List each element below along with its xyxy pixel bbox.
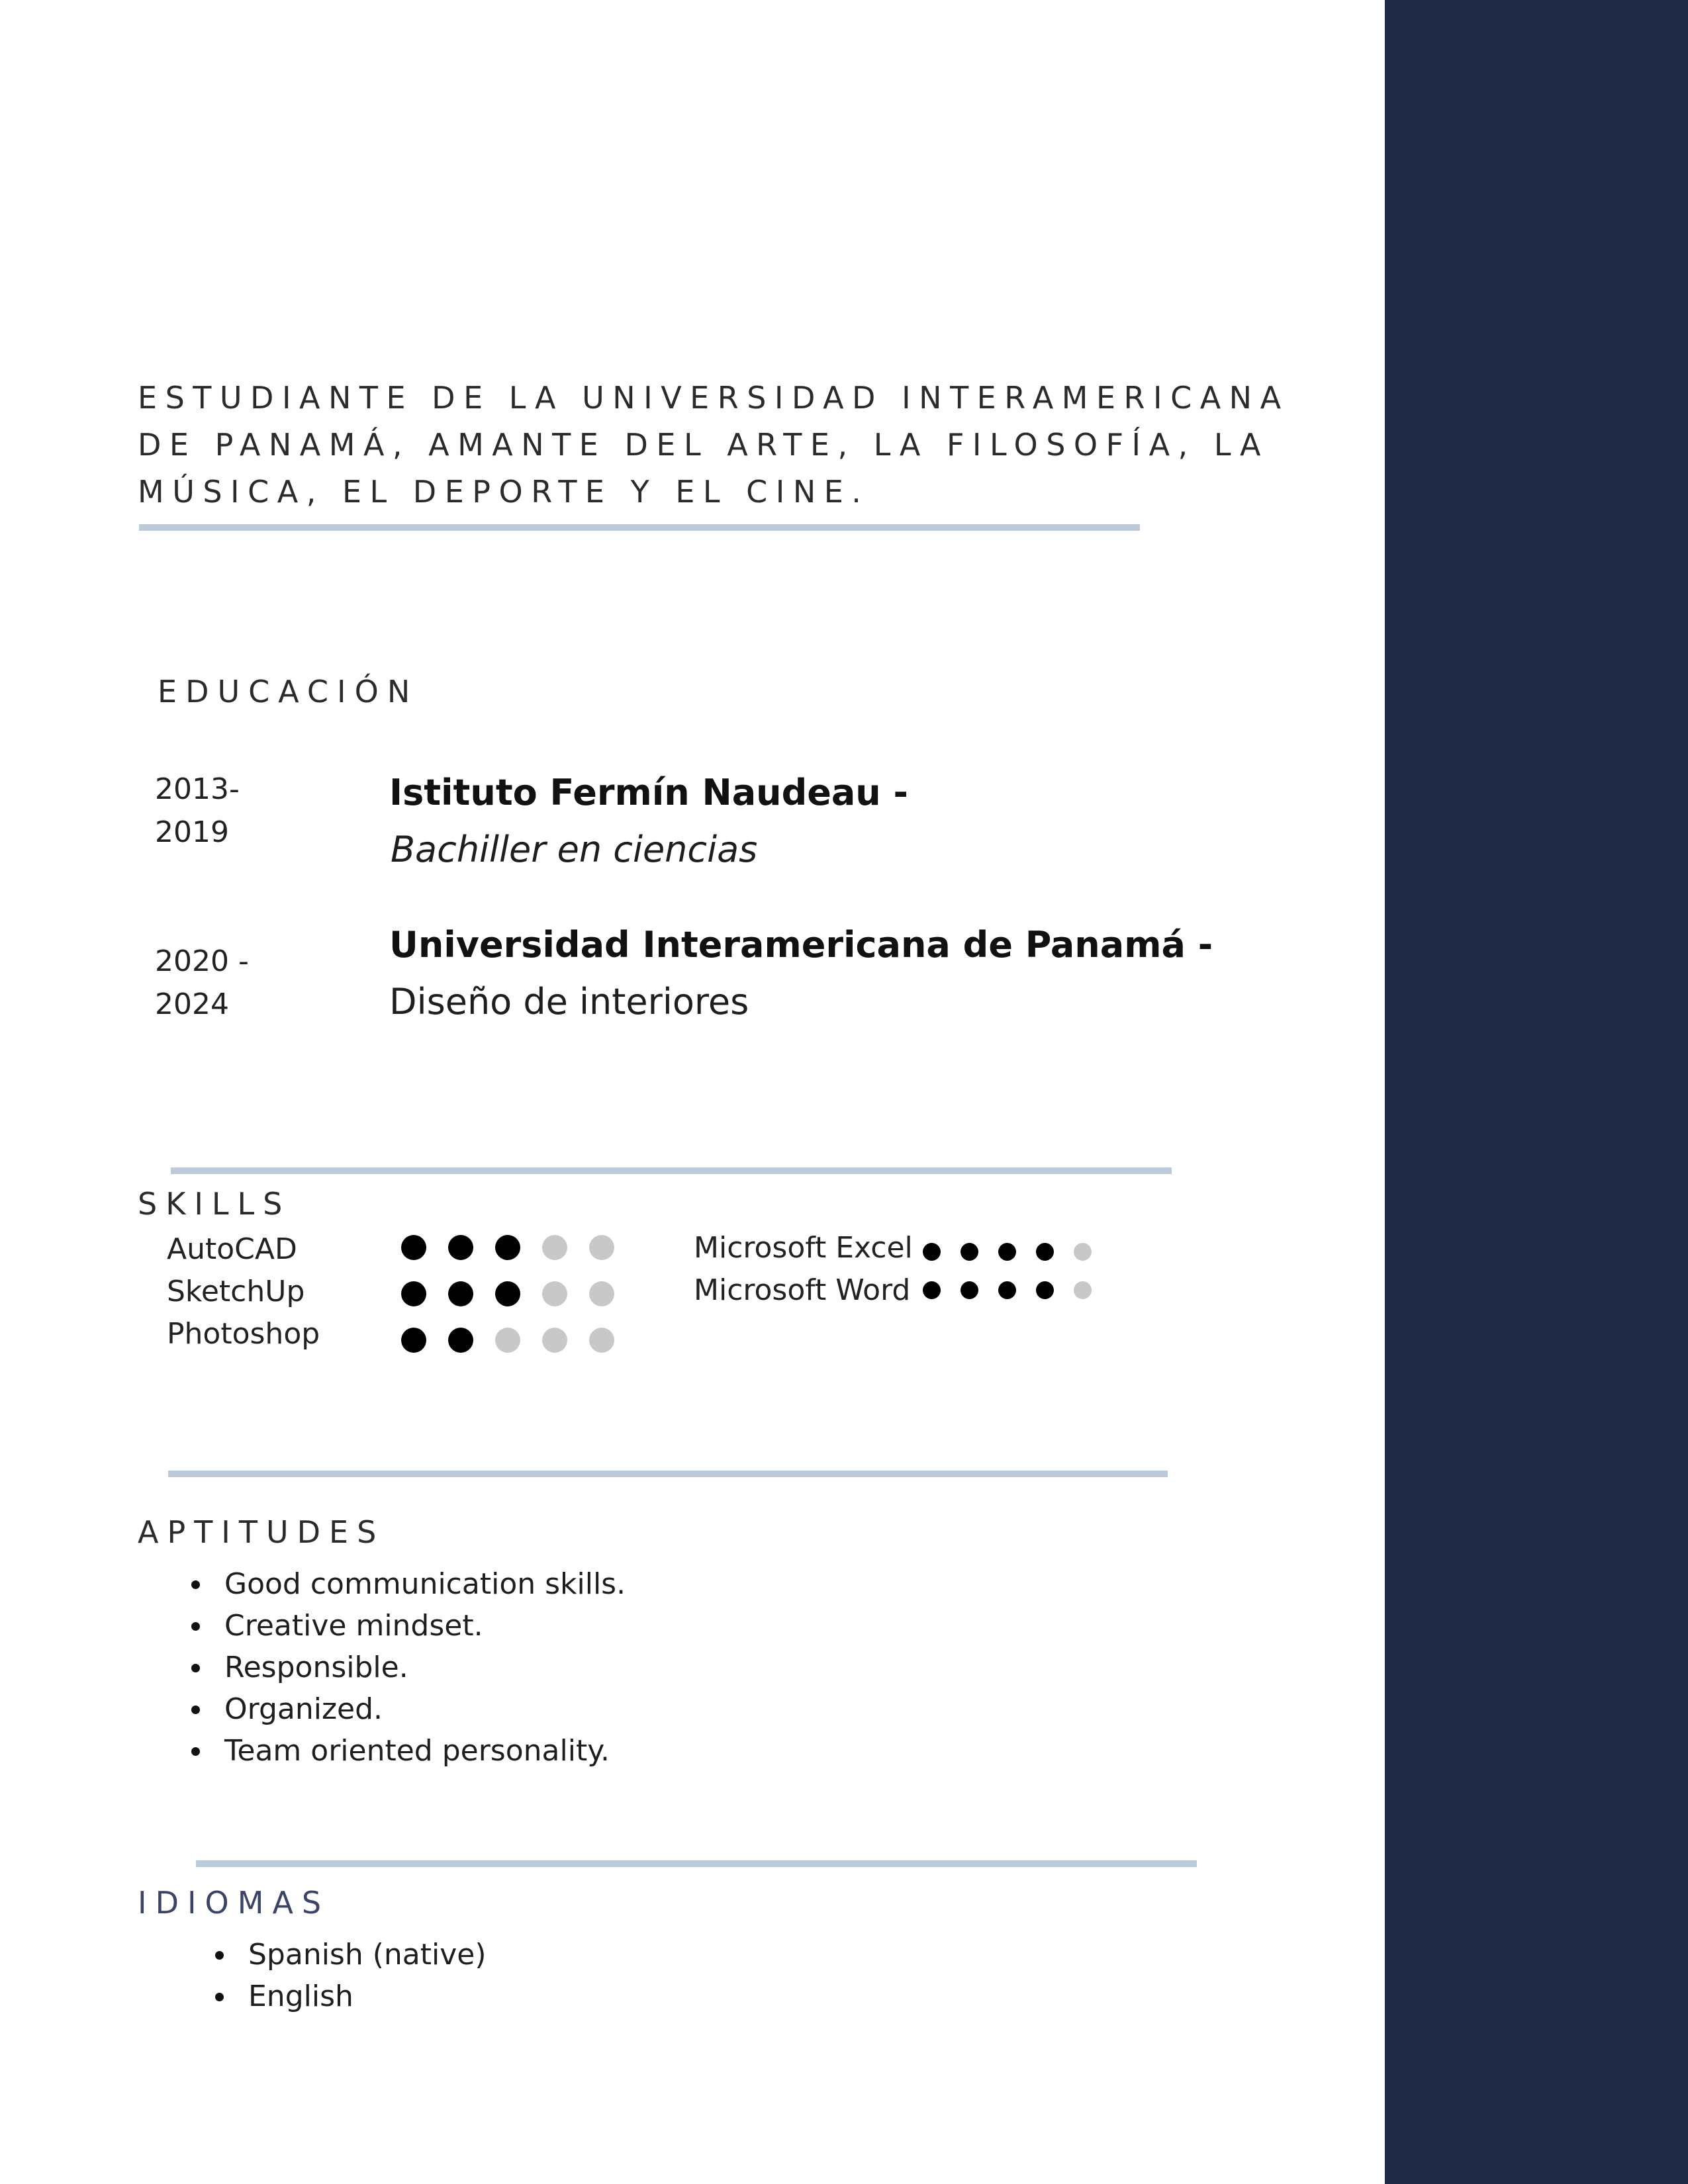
education-degree: Diseño de interiores [389,981,749,1023]
list-item: Creative mindset. [188,1605,626,1647]
rating-dot-filled [1036,1243,1054,1261]
rating-dot-filled [923,1243,941,1261]
skill-rating [401,1235,636,1260]
skill-rating [923,1243,1111,1261]
rating-dot-filled [448,1235,473,1260]
skill-name: SketchUp [167,1275,305,1308]
education-years: 2013- 2019 [155,772,240,849]
intro-line: ESTUDIANTE DE LA UNIVERSIDAD INTERAMERICANA [138,380,1289,416]
intro-line: DE PANAMÁ, AMANTE DEL ARTE, LA FILOSOFÍA, LA [138,427,1269,463]
divider [168,1471,1168,1477]
aptitudes-list [188,1563,626,1772]
education-degree: Bachiller en ciencias [391,829,758,870]
skill-rating [401,1281,636,1306]
rating-dot-filled [495,1235,520,1260]
list-item: English [212,1976,487,2017]
rating-dot-filled [998,1243,1016,1261]
rating-dot-empty [542,1281,567,1306]
rating-dot-empty [1074,1243,1092,1261]
rating-dot-filled [401,1281,426,1306]
list-item: Responsible. [188,1647,626,1688]
skill-name: AutoCAD [167,1232,297,1266]
rating-dot-empty [589,1328,614,1353]
divider [139,524,1140,531]
rating-dot-empty [542,1328,567,1353]
rating-dot-filled [448,1281,473,1306]
rating-dot-filled [1036,1281,1054,1299]
list-item: Good communication skills. [188,1563,626,1605]
divider [196,1860,1197,1867]
name-graphic [1385,0,1688,2184]
skill-rating [401,1328,636,1353]
skill-name: Microsoft Word [694,1273,911,1307]
rating-dot-filled [495,1281,520,1306]
rating-dot-filled [448,1328,473,1353]
divider [171,1167,1172,1174]
rating-dot-filled [961,1243,978,1261]
rating-dot-empty [542,1235,567,1260]
intro-line: MÚSICA, EL DEPORTE Y EL CINE. [138,474,870,510]
skills-heading: SKILLS [138,1186,291,1222]
rating-dot-filled [401,1328,426,1353]
aptitudes-heading: APTITUDES [138,1514,385,1550]
list-item: Spanish (native) [212,1934,487,1976]
rating-dot-filled [998,1281,1016,1299]
intro-statement [138,375,1289,516]
rating-dot-empty [589,1281,614,1306]
languages-heading: IDIOMAS [138,1885,330,1921]
list-item: Team oriented personality. [188,1730,626,1772]
education-heading: EDUCACIÓN [158,674,419,709]
rating-dot-empty [495,1328,520,1353]
education-years: 2020 - 2024 [155,944,249,1021]
rating-dot-filled [401,1235,426,1260]
rating-dot-empty [589,1235,614,1260]
skill-rating [923,1281,1111,1299]
rating-dot-empty [1074,1281,1092,1299]
languages-list [212,1934,487,2017]
education-institution: Istituto Fermín Naudeau - [389,772,908,813]
rating-dot-filled [961,1281,978,1299]
name-sidebar [1385,0,1688,2184]
list-item: Organized. [188,1688,626,1730]
rating-dot-filled [923,1281,941,1299]
skill-name: Microsoft Excel [694,1231,913,1265]
skill-name: Photoshop [167,1317,320,1351]
education-institution: Universidad Interamericana de Panamá - [389,924,1213,966]
